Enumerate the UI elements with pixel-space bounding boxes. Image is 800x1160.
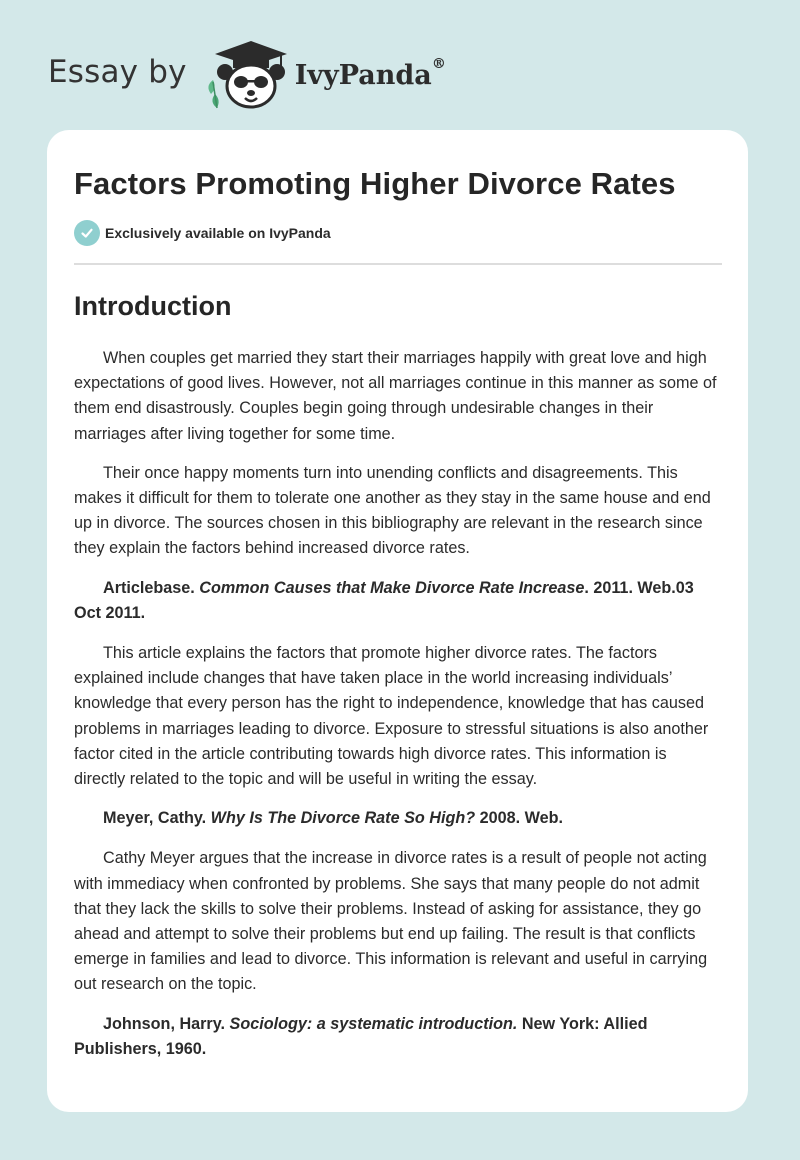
reference-author: Johnson, Harry. xyxy=(103,1014,226,1033)
paragraph: Their once happy moments turn into unending conflicts and disagreements. This makes it difficult for them to tolerate one another as they stay in the same house and end up in divorce. The sources chosen in this bibliography are relevant in the research since they explain the factors behind increased divorce rates. xyxy=(74,463,711,558)
reference-author: Articlebase. xyxy=(103,578,195,597)
reference-title: Sociology: a systematic introduction. xyxy=(229,1014,518,1033)
reference-annotation: This article explains the factors that promote higher divorce rates. The factors explained include changes that have taken place in the world increasing individuals’ knowledge that every person has the right to independence, knowledge that has caused problems in marriages leading to divorce. Exposure to stressful situations is also another factor cited in the article contributing towards high divorce rates. This information is directly related to the topic and will be useful in writing the essay. xyxy=(74,644,709,789)
reference-entry xyxy=(74,1012,722,1062)
panda-logo-icon xyxy=(201,36,293,110)
section-heading: Introduction xyxy=(74,291,232,321)
exclusive-badge-text: Exclusively available on IvyPanda xyxy=(105,225,331,241)
check-icon xyxy=(74,220,100,246)
registered-mark: ® xyxy=(431,55,446,72)
page-title: Factors Promoting Higher Divorce Rates xyxy=(74,166,676,201)
reference-annotation: Cathy Meyer argues that the increase in divorce rates is a result of people not acting with immediacy when confronted by problems. She says that many people do not admit that they lack the skills to solve their problems. Instead of asking for assistance, they go ahead and attempt to solve their problems but end up failing. The result is that conflicts emerge in families and lead to divorce. This information is relevant and useful in carrying out research on the topic. xyxy=(74,849,708,994)
site-header-logo[interactable] xyxy=(48,36,446,110)
divider xyxy=(74,263,722,265)
exclusive-badge xyxy=(74,219,722,247)
reference-entry xyxy=(74,576,722,626)
reference-details: 2008. Web. xyxy=(475,809,564,828)
reference-details: . 2011. Web.03 Oct 2011. xyxy=(74,578,694,622)
reference-details: New York: Allied Publishers, 1960. xyxy=(74,1014,648,1058)
reference-title: Why Is The Divorce Rate So High? xyxy=(210,809,476,828)
brand-prefix: Essay by xyxy=(48,54,187,90)
reference-author: Meyer, Cathy. xyxy=(103,809,207,828)
essay-body xyxy=(74,346,722,1062)
reference-title: Common Causes that Make Divorce Rate Increase xyxy=(199,578,585,597)
paragraph: When couples get married they start their marriages happily with great love and high expectations of good lives. However, not all marriages continue in this manner as some of them end disastrously. Couples begin going through undesirable changes in their marriages after living together for some time. xyxy=(74,349,717,443)
brand-name: IvyPanda® xyxy=(294,55,446,91)
reference-entry xyxy=(74,806,722,831)
essay-card xyxy=(47,130,748,1112)
